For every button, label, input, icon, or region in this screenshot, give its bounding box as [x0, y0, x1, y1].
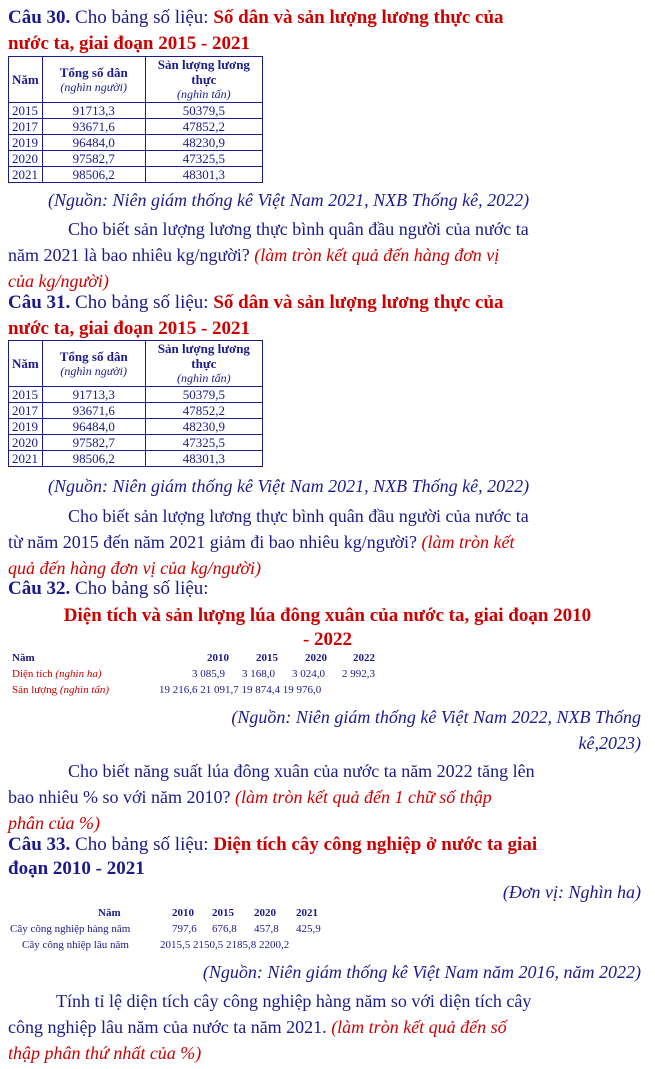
q32-number: Câu 32.: [8, 578, 71, 599]
q30-title-line2: nước ta, giai đoạn 2015 - 2021: [8, 33, 251, 54]
q31-question-note: (làm tròn kết: [421, 532, 515, 552]
cell-year: 2015: [9, 103, 43, 119]
cell-food: 47325,5: [145, 435, 262, 451]
q33-title-line1: Diện tích cây công nghiệp ở nước ta giai: [213, 834, 538, 855]
table-row: [9, 119, 263, 135]
table-row: [9, 387, 263, 403]
q30-title-line1: Số dân và sản lượng lương thực của: [213, 7, 504, 28]
q30-intro: Cho bảng số liệu:: [75, 7, 209, 28]
cell-pop: 96484,0: [42, 419, 145, 435]
row-annual-label: Cây công nghiệp hàng năm: [10, 923, 131, 935]
q30-question-line2: [8, 242, 648, 268]
table-row: [9, 151, 263, 167]
cell-year: 2019: [9, 135, 43, 151]
area-2020: 3 024,0: [292, 668, 325, 680]
year-2015: 2015: [256, 652, 278, 664]
q31-question-line2: [8, 529, 648, 555]
cell-year: 2015: [9, 387, 43, 403]
q32-title-line2: - 2022: [302, 629, 353, 650]
q30-table: [8, 56, 263, 183]
q32-title-line1: Diện tích và sản lượng lúa đông xuân của nước ta, giai đoạn 2010: [63, 605, 592, 626]
table-row: [9, 419, 263, 435]
q32-question-line1: Cho biết năng suất lúa đông xuân của nước ta năm 2022 tăng lên: [68, 761, 535, 781]
cell-pop: 98506,2: [42, 167, 145, 183]
cell-pop: 91713,3: [42, 387, 145, 403]
row-perennial-label: Cây công nhiệp lâu năm: [22, 939, 129, 951]
q33-number: Câu 33.: [8, 834, 71, 855]
header-population: [42, 341, 145, 387]
cell-pop: 97582,7: [42, 435, 145, 451]
cell-food: 50379,5: [145, 387, 262, 403]
cell-food: 48230,9: [145, 419, 262, 435]
header-food: [145, 341, 262, 387]
output-values: 19 216,6 21 091,7 19 874,4 19 976,0: [159, 684, 322, 696]
row-output-unit: (nghìn tấn): [59, 684, 110, 696]
header-food: [145, 57, 262, 103]
q33-source: (Nguồn: Niên giám thống kê Việt Nam năm 2016, năm 2022): [202, 962, 641, 982]
cell-pop: 91713,3: [42, 103, 145, 119]
year-2022: 2022: [353, 652, 375, 664]
q32-heading: [8, 577, 209, 601]
year-2020: 2020: [305, 652, 327, 664]
q32-intro: Cho bảng số liệu:: [75, 578, 209, 599]
cell-pop: 97582,7: [42, 151, 145, 167]
cell-food: 48301,3: [145, 451, 262, 467]
q33-question-line1: Tính tỉ lệ diện tích cây công nghiệp hàng năm so với diện tích cây: [56, 991, 532, 1011]
q33-title-line2: đoạn 2010 - 2021: [8, 858, 145, 879]
q32-question-note-end: phân của %): [8, 813, 100, 833]
year-2010: 2010: [207, 652, 229, 664]
header-year: Năm: [9, 341, 43, 387]
q30-source: (Nguồn: Niên giám thống kê Việt Nam 2021, NXB Thống kê, 2022): [48, 190, 530, 210]
row-area-label: [12, 668, 102, 680]
q33-question: [8, 988, 648, 1066]
q31-question-text: từ năm 2015 đến năm 2021 giảm đi bao nhiêu kg/người?: [8, 532, 417, 552]
cell-food: 47852,2: [145, 119, 262, 135]
row-area-label-text: Diện tích: [12, 668, 53, 680]
q30-title-line2-wrap: [8, 32, 250, 56]
header-population-unit: (nghìn người): [60, 79, 128, 94]
cell-food: 50379,5: [145, 103, 262, 119]
year-2021: 2021: [296, 907, 318, 919]
q31-question: [8, 503, 648, 581]
q31-number: Câu 31.: [8, 292, 71, 313]
cell-year: 2020: [9, 151, 43, 167]
row-output-label: [12, 684, 109, 696]
cell-food: 48230,9: [145, 135, 262, 151]
header-population: [42, 57, 145, 103]
q30-heading: [8, 6, 504, 30]
annual-2015: 676,8: [212, 923, 237, 935]
cell-year: 2021: [9, 451, 43, 467]
cell-year: 2017: [9, 119, 43, 135]
cell-food: 47852,2: [145, 403, 262, 419]
cell-year: 2017: [9, 403, 43, 419]
q31-intro: Cho bảng số liệu:: [75, 292, 209, 313]
q30-question: [8, 216, 648, 294]
q30-question-note: (làm tròn kết quả đến hàng đơn vị: [254, 245, 500, 265]
q30-question-line1: Cho biết sản lượng lương thực bình quân đầu người của nước ta: [68, 219, 529, 239]
row-output-label-text: Sản lượng: [12, 684, 58, 696]
q33-question-note-end: thập phân thứ nhất của %): [8, 1043, 202, 1063]
q33-question-line2: [8, 1014, 648, 1040]
table-row: [9, 167, 263, 183]
table-row: [9, 135, 263, 151]
area-2010: 3 085,9: [192, 668, 225, 680]
q32-table: [12, 652, 432, 702]
q33-question-note: (làm tròn kết quả đến số: [331, 1017, 507, 1037]
cell-year: 2019: [9, 419, 43, 435]
header-food-unit: (nghìn tấn): [177, 371, 231, 385]
cell-pop: 93671,6: [42, 119, 145, 135]
area-2015: 3 168,0: [242, 668, 275, 680]
header-population-label: Tổng số dân: [59, 348, 128, 364]
q32-question-text: bao nhiêu % so với năm 2010?: [8, 787, 231, 807]
table-header-row: [9, 341, 263, 387]
year-2015: 2015: [212, 907, 234, 919]
table-row: [9, 435, 263, 451]
annual-2010: 797,6: [172, 923, 197, 935]
cell-year: 2020: [9, 435, 43, 451]
q31-title-line1: Số dân và sản lượng lương thực của: [213, 292, 504, 313]
header-population-unit: (nghìn người): [60, 363, 128, 378]
q33-table: [10, 907, 350, 955]
q31-source: (Nguồn: Niên giám thống kê Việt Nam 2021, NXB Thống kê, 2022): [48, 476, 530, 496]
cell-food: 47325,5: [145, 151, 262, 167]
q33-question-text: công nghiệp lâu năm của nước ta năm 2021.: [8, 1017, 327, 1037]
header-year: Năm: [9, 57, 43, 103]
row-area-unit: (nghìn ha): [55, 668, 102, 680]
q31-table: [8, 340, 263, 467]
q31-heading: [8, 291, 504, 315]
area-2022: 2 992,3: [342, 668, 375, 680]
q30-number: Câu 30.: [8, 7, 71, 28]
cell-pop: 93671,6: [42, 403, 145, 419]
cell-year: 2021: [9, 167, 43, 183]
q32-question: [8, 758, 648, 836]
q30-question-note-end: của kg/người): [8, 271, 109, 291]
table-row: [9, 103, 263, 119]
q33-intro: Cho bảng số liệu:: [75, 834, 209, 855]
q33-heading: [8, 833, 537, 857]
q32-question-note: (làm tròn kết quả đến 1 chữ số thập: [234, 787, 492, 807]
q31-question-line1: Cho biết sản lượng lương thực bình quân đầu người của nước ta: [68, 506, 529, 526]
q33-unit: (Đơn vị: Nghìn ha): [502, 882, 641, 902]
q32-question-line2: [8, 784, 648, 810]
perennial-values: 2015,5 2150,5 2185,8 2200,2: [160, 939, 290, 951]
header-population-label: Tổng số dân: [59, 64, 128, 80]
header-food-unit: (nghìn tấn): [177, 87, 231, 101]
header-year: Năm: [12, 652, 35, 664]
q31-question-note-end: quả đến hàng đơn vị của kg/người): [8, 558, 261, 578]
year-2010: 2010: [172, 907, 194, 919]
header-year: Năm: [98, 907, 121, 919]
cell-pop: 98506,2: [42, 451, 145, 467]
table-row: [9, 451, 263, 467]
q32-source-line1: (Nguồn: Niên giám thống kê Việt Nam 2022, NXB Thống: [231, 707, 641, 727]
q32-source-line2: kê,2023): [578, 733, 641, 753]
q30-question-text: năm 2021 là bao nhiêu kg/người?: [8, 245, 250, 265]
header-food-label: Sản lượng lương thực: [157, 341, 250, 371]
q31-title-line2-wrap: [8, 317, 250, 341]
header-food-label: Sản lượng lương thực: [157, 57, 250, 87]
year-2020: 2020: [254, 907, 276, 919]
table-header-row: [9, 57, 263, 103]
cell-pop: 96484,0: [42, 135, 145, 151]
cell-food: 48301,3: [145, 167, 262, 183]
annual-2021: 425,9: [296, 923, 321, 935]
annual-2020: 457,8: [254, 923, 279, 935]
q31-title-line2: nước ta, giai đoạn 2015 - 2021: [8, 318, 251, 339]
table-row: [9, 403, 263, 419]
